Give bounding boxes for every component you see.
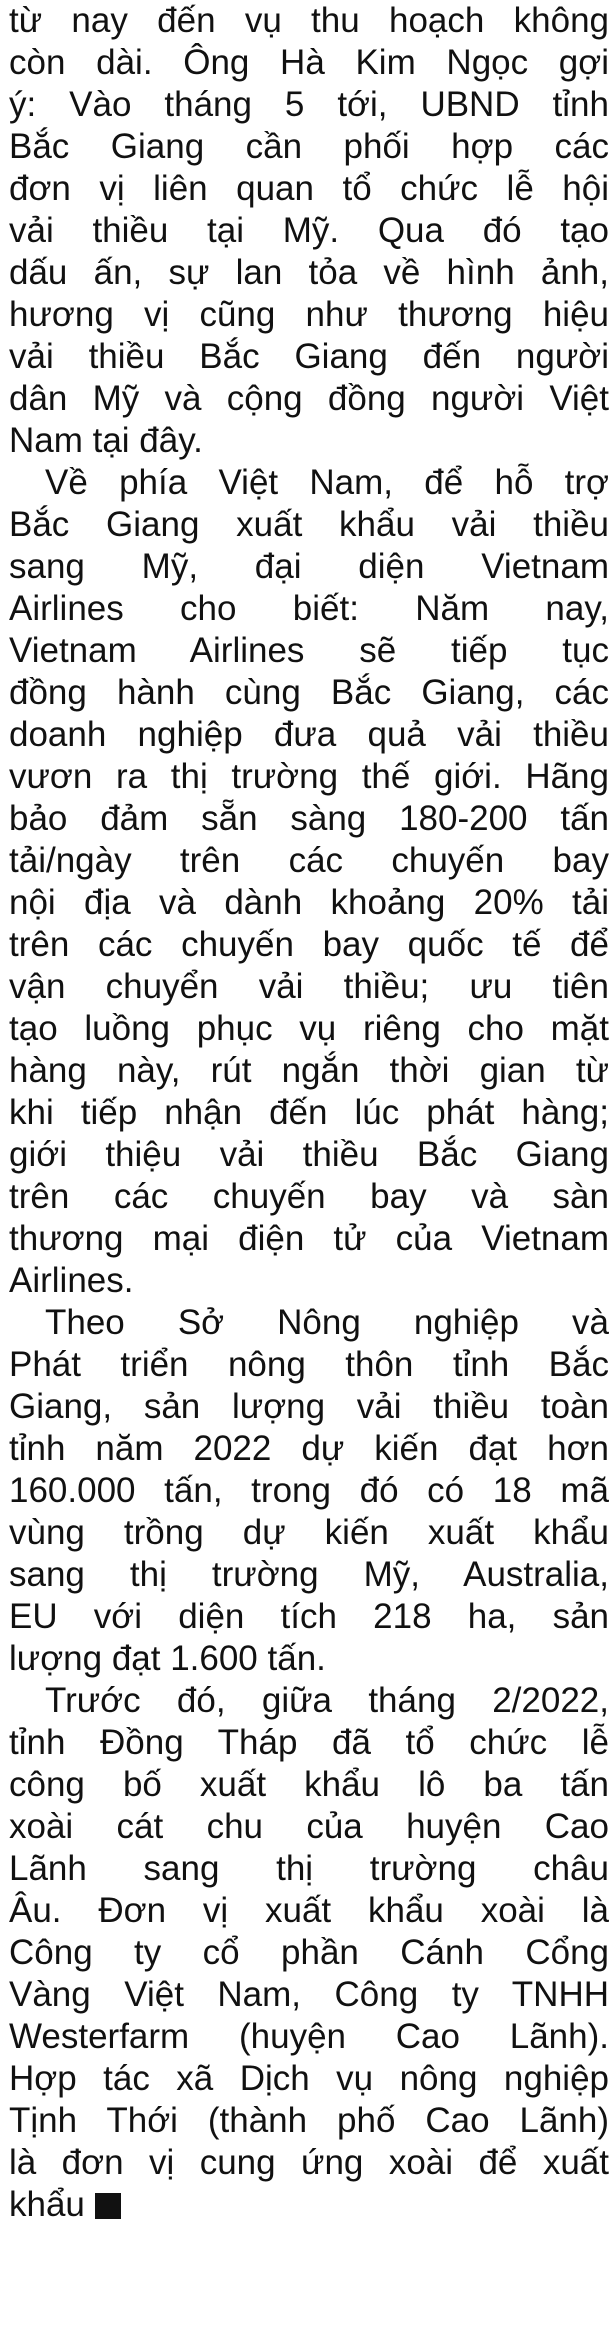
text-line: trên các chuyến bay quốc tế để (9, 925, 609, 964)
article-column (9, 0, 609, 2226)
paragraph-3 (9, 1302, 609, 1680)
text-line: đơn vị liên quan tổ chức lễ hội (9, 169, 609, 208)
text-line: Nam tại đây. (9, 421, 203, 460)
text-line: bảo đảm sẵn sàng 180-200 tấn (9, 799, 609, 838)
text-line: Westerfarm (huyện Cao Lãnh). (9, 2017, 609, 2056)
text-line: hàng này, rút ngắn thời gian từ (9, 1051, 609, 1090)
text-line: vận chuyển vải thiều; ưu tiên (9, 967, 609, 1006)
text-line: doanh nghiệp đưa quả vải thiều (9, 715, 609, 754)
paragraph-1 (9, 0, 609, 462)
text-line: tỉnh năm 2022 dự kiến đạt hơn (9, 1429, 609, 1468)
text-line: từ nay đến vụ thu hoạch không (9, 1, 609, 40)
text-line: Bắc Giang xuất khẩu vải thiều (9, 505, 609, 544)
text-line: xoài cát chu của huyện Cao (9, 1807, 609, 1846)
text-line: nội địa và dành khoảng 20% tải (9, 883, 609, 922)
paragraph-4 (9, 1680, 609, 2226)
text-line: vùng trồng dự kiến xuất khẩu (9, 1513, 609, 1552)
text-line: tỉnh Đồng Tháp đã tổ chức lễ (9, 1723, 609, 1762)
text-line: Tịnh Thới (thành phố Cao Lãnh) (9, 2101, 609, 2140)
text-line: 160.000 tấn, trong đó có 18 mã (9, 1471, 609, 1510)
text-line: Trước đó, giữa tháng 2/2022, (45, 1681, 609, 1720)
text-line: thương mại điện tử của Vietnam (9, 1219, 609, 1258)
text-line: dấu ấn, sự lan tỏa về hình ảnh, (9, 253, 609, 292)
text-line: Phát triển nông thôn tỉnh Bắc (9, 1345, 609, 1384)
text-line: Hợp tác xã Dịch vụ nông nghiệp (9, 2059, 609, 2098)
text-line: giới thiệu vải thiều Bắc Giang (9, 1135, 609, 1174)
text-line: tạo luồng phục vụ riêng cho mặt (9, 1009, 609, 1048)
text-line: Bắc Giang cần phối hợp các (9, 127, 609, 166)
black-square-icon (95, 2193, 121, 2219)
text-line: công bố xuất khẩu lô ba tấn (9, 1765, 609, 1804)
text-line: sang thị trường Mỹ, Australia, (9, 1555, 609, 1594)
text-line: EU với diện tích 218 ha, sản (9, 1597, 609, 1636)
text-line: hương vị cũng như thương hiệu (9, 295, 609, 334)
text-line: Lãnh sang thị trường châu (9, 1849, 609, 1888)
text-line: Airlines cho biết: Năm nay, (9, 589, 609, 628)
text-line: ý: Vào tháng 5 tới, UBND tỉnh (9, 85, 609, 124)
text-line: dân Mỹ và cộng đồng người Việt (9, 379, 609, 418)
text-line: Vietnam Airlines sẽ tiếp tục (9, 631, 609, 670)
text-line: đồng hành cùng Bắc Giang, các (9, 673, 609, 712)
text-line: khi tiếp nhận đến lúc phát hàng; (9, 1093, 609, 1132)
text-line: trên các chuyến bay và sàn (9, 1177, 609, 1216)
text-line: vải thiều tại Mỹ. Qua đó tạo (9, 211, 609, 250)
text-line: vươn ra thị trường thế giới. Hãng (9, 757, 609, 796)
paragraph-2 (9, 462, 609, 1302)
text-line: Về phía Việt Nam, để hỗ trợ (45, 463, 609, 502)
text-line: Âu. Đơn vị xuất khẩu xoài là (9, 1891, 609, 1930)
text-line: Công ty cổ phần Cánh Cổng (9, 1933, 609, 1972)
text-line: Giang, sản lượng vải thiều toàn (9, 1387, 609, 1426)
text-line: còn dài. Ông Hà Kim Ngọc gợi (9, 43, 609, 82)
text-line: tải/ngày trên các chuyến bay (9, 841, 609, 880)
text-line: là đơn vị cung ứng xoài để xuất (9, 2143, 609, 2182)
final-word: khẩu (9, 2185, 85, 2224)
text-line: Theo Sở Nông nghiệp và (45, 1303, 609, 1342)
text-line-final (9, 2184, 609, 2226)
text-line: lượng đạt 1.600 tấn. (9, 1639, 326, 1678)
text-line: Airlines. (9, 1261, 134, 1300)
text-line: Vàng Việt Nam, Công ty TNHH (9, 1975, 609, 2014)
text-line: vải thiều Bắc Giang đến người (9, 337, 609, 376)
text-line: sang Mỹ, đại diện Vietnam (9, 547, 609, 586)
